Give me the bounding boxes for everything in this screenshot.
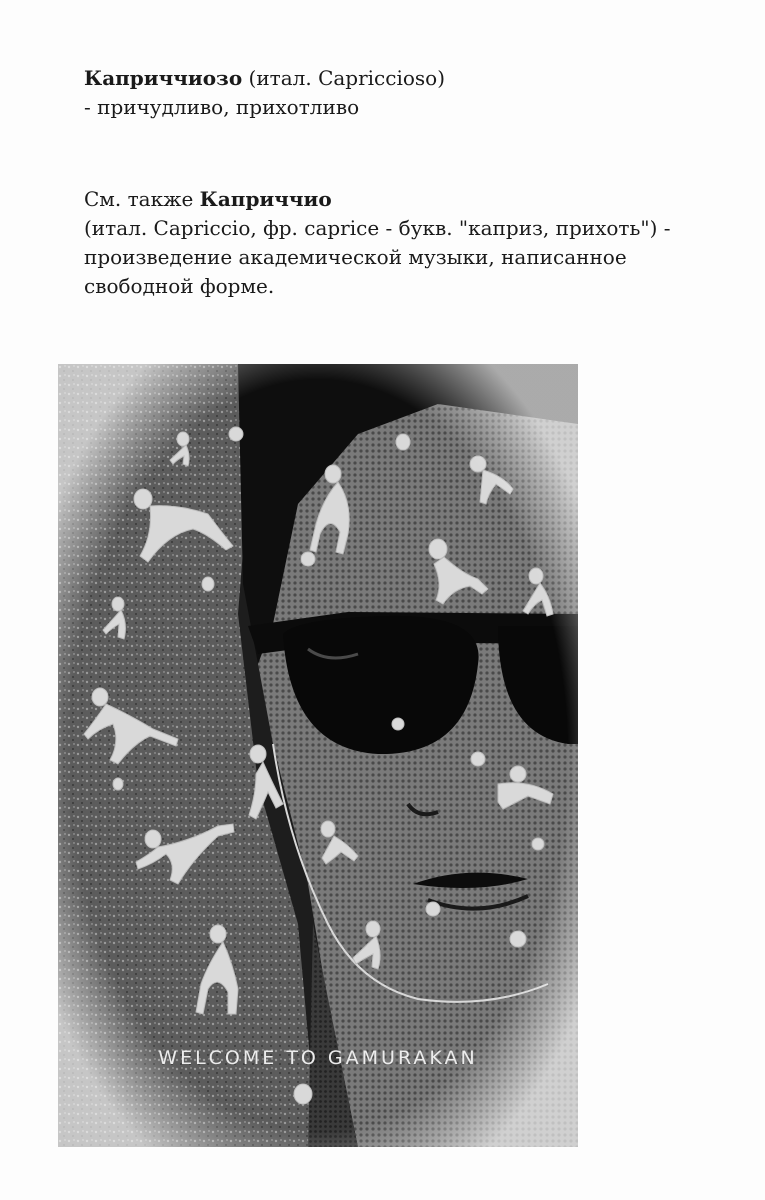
see-also-line-2: (итал. Capriccio, фр. caprice - букв. "каприз, прихоть") - <box>84 216 671 240</box>
artwork-caption: WELCOME TO GAMURAKAN <box>158 1047 478 1069</box>
definition-line-1 <box>84 64 704 93</box>
illustration-drawing <box>58 364 578 1147</box>
see-also-line-3: произведение академической музыки, написанное <box>84 245 627 269</box>
see-also-block <box>84 185 704 301</box>
definition-origin: (итал. Capriccioso) <box>242 66 446 90</box>
see-also-line-1 <box>84 185 704 214</box>
definition-term: Каприччиозо <box>84 66 243 90</box>
manga-illustration <box>58 364 578 1147</box>
see-also-line-4: свободной форме. <box>84 274 275 298</box>
see-also-prefix: См. также <box>84 187 200 211</box>
definition-block <box>84 64 704 122</box>
vignette <box>58 364 578 1147</box>
see-also-term: Каприччио <box>199 187 332 211</box>
definition-meaning: - причудливо, прихотливо <box>84 95 360 119</box>
